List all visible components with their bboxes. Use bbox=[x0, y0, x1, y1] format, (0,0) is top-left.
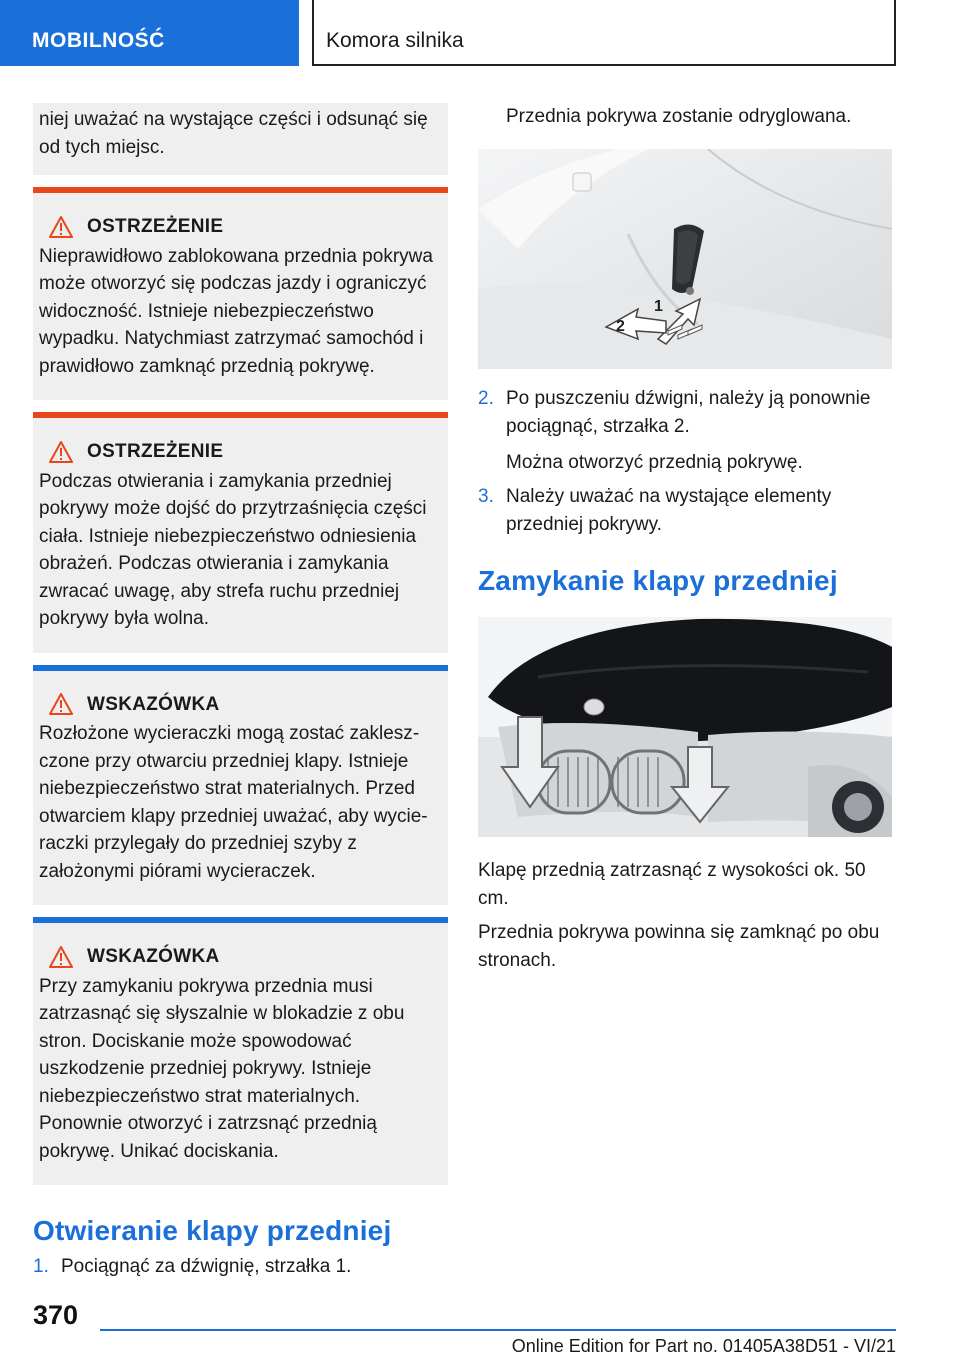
notice-title: OSTRZEŻENIE bbox=[87, 216, 224, 237]
footer-rule bbox=[100, 1329, 896, 1331]
closing-note: Przednia pokrywa powinna się zamknąć po obu stronach. bbox=[478, 922, 880, 971]
step-item bbox=[478, 483, 896, 539]
note-notice-1 bbox=[33, 665, 448, 906]
step-result: Przednia pokrywa zostanie odryglowana. bbox=[506, 106, 852, 127]
continuation-text: niej uważać na wystające części i odsunąć się od tych miejsc. bbox=[39, 109, 428, 158]
arrow-label-2: 2 bbox=[616, 318, 625, 335]
step-number: 2. bbox=[478, 388, 494, 409]
chapter-title: Komora silnika bbox=[312, 0, 896, 66]
step-text: Po puszczeniu dźwigni, należy ją ponownie pociągnąć, strzałka 2. bbox=[506, 388, 871, 437]
right-column bbox=[478, 103, 896, 975]
hood-release-lever-figure bbox=[478, 149, 892, 369]
warning-triangle-icon bbox=[49, 693, 73, 715]
notice-text: Rozłożone wycieraczki mogą zostać zakleszczone przy otwarciu przedniej klapy. Istnieje niebezpieczeństwo strat materialnych. Przed otwarciem klapy przedniej uważać, aby wycieraczki przylegały do przedniej szyby z założonymi piórami wycieraczek. bbox=[39, 723, 428, 882]
warning-triangle-icon bbox=[49, 946, 73, 968]
step-item bbox=[478, 385, 896, 441]
notice-text: Nieprawidłowo zablokowana przednia pokrywa może otworzyć się podczas jazdy i ograniczyć widoczność. Istnieje niebezpieczeństwo wypadku. Natychmiast zatrzymać samochód i prawidłowo zamknąć przednią pokrywę. bbox=[39, 245, 433, 377]
section-heading-closing: Zamykanie klapy przedniej bbox=[478, 565, 838, 596]
closing-instruction: Klapę przednią zatrzasnąć z wysokości ok. 50 cm. bbox=[478, 860, 866, 909]
warning-triangle-icon bbox=[49, 216, 73, 238]
section-heading-opening: Otwieranie klapy przedniej bbox=[33, 1215, 392, 1246]
lever-illustration bbox=[478, 149, 892, 369]
edition-text: Online Edition for Part no. 01405A38D51 - VI/21 bbox=[511, 1336, 896, 1356]
notice-title: OSTRZEŻENIE bbox=[87, 441, 224, 462]
warning-notice-1 bbox=[33, 187, 448, 400]
continuation-box bbox=[33, 103, 448, 175]
step-result: Można otworzyć przednią pokrywę. bbox=[506, 452, 803, 473]
step-number: 1. bbox=[33, 1256, 49, 1277]
notice-text: Podczas otwierania i zamykania przedniej pokrywy może dojść do przytrzaśnięcia części ciała. Istnieje niebezpieczeństwo odniesienia obrażeń. Podczas otwierania i zamykania zwracać uwagę, aby strefa ruchu przedniej pokrywy była wolna. bbox=[39, 470, 427, 629]
arrow-label-1: 1 bbox=[654, 298, 663, 315]
step-number: 3. bbox=[478, 486, 494, 507]
section-tab[interactable]: MOBILNOŚĆ bbox=[0, 0, 299, 66]
step-item bbox=[33, 1253, 448, 1281]
left-column bbox=[33, 103, 448, 1281]
note-notice-2 bbox=[33, 917, 448, 1185]
warning-triangle-icon bbox=[49, 441, 73, 463]
step-text: Pociągnąć za dźwignię, strzałka 1. bbox=[61, 1256, 352, 1277]
closing-hood-figure bbox=[478, 617, 892, 837]
notice-title: WSKAZÓWKA bbox=[87, 946, 220, 967]
hood-illustration bbox=[478, 617, 892, 837]
step-text: Należy uważać na wystające elementy przedniej pokrywy. bbox=[506, 486, 832, 535]
page-number: 370 bbox=[33, 1300, 79, 1330]
warning-notice-2 bbox=[33, 412, 448, 653]
notice-title: WSKAZÓWKA bbox=[87, 693, 220, 715]
notice-text: Przy zamykaniu pokrywa przednia musi zatrzasnąć się słyszalnie w blokadzie z obu stron. Dociskanie może spowodować uszkodzenie przedniej pokrywy. Istnieje niebezpieczeństwo strat materialnych. Ponownie otworzyć i zatrzsnąć przednią pokrywę. Unikać dociskania. bbox=[39, 975, 405, 1162]
